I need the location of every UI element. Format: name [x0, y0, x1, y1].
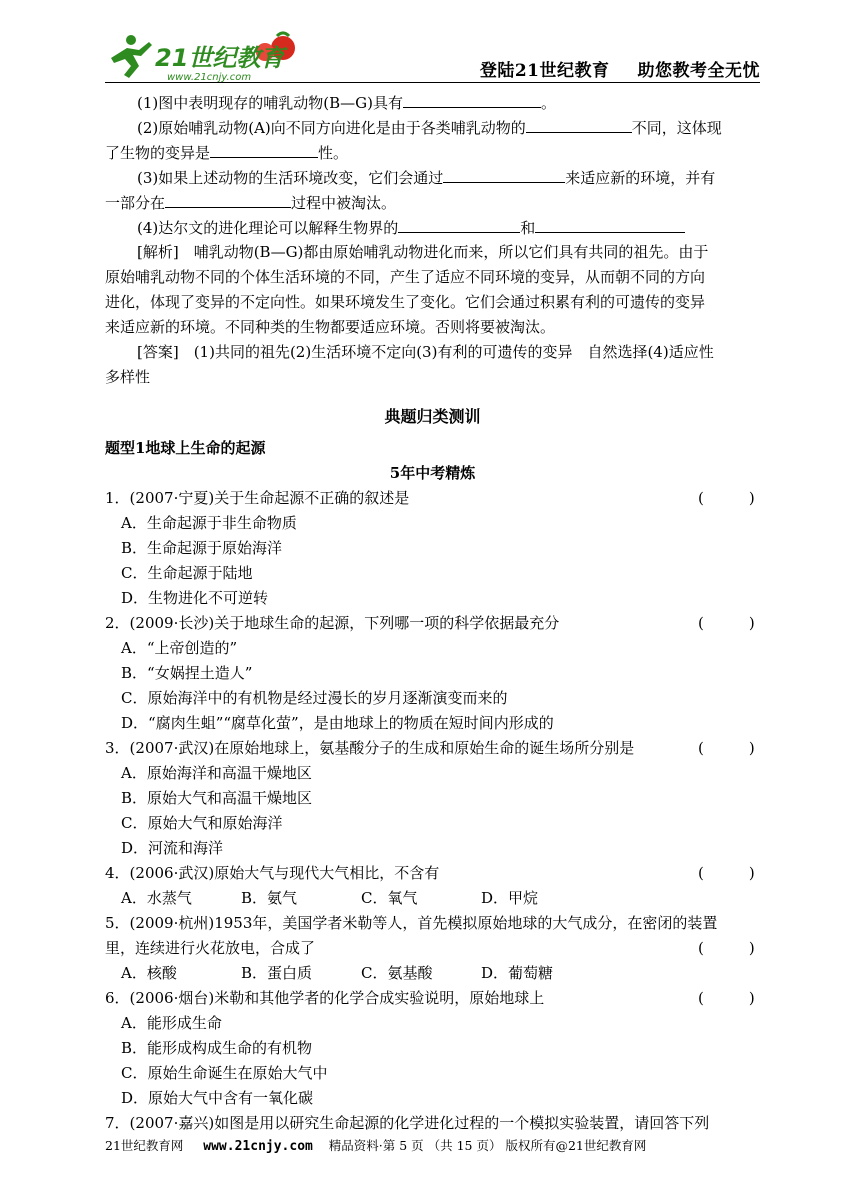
option[interactable]: D．河流和海洋	[121, 839, 224, 857]
logo-graphic	[105, 28, 305, 84]
option[interactable]: B．“女娲捏土造人”	[121, 664, 253, 682]
option[interactable]: D．生物进化不可逆转	[121, 589, 269, 607]
question-stem: 3．(2007·武汉)在原始地球上，氨基酸分子的生成和原始生命的诞生场所分别是 ( )	[105, 736, 760, 761]
question-part-2-cont: 了生物的变异是 性。	[105, 140, 760, 165]
option[interactable]: B．氨气	[241, 889, 298, 907]
option[interactable]: C．原始大气和原始海洋	[121, 814, 283, 832]
answer-bracket[interactable]: ( )	[698, 864, 755, 882]
option[interactable]: A．“上帝创造的”	[121, 639, 238, 657]
option-row	[105, 886, 760, 911]
answer-bracket[interactable]: ( )	[698, 489, 755, 507]
topic-title: 题型1地球上生命的起源	[105, 439, 266, 457]
blank-7[interactable]	[535, 215, 685, 233]
blank-6[interactable]	[398, 215, 520, 233]
option[interactable]: B．能形成构成生命的有机物	[121, 1039, 313, 1057]
option[interactable]: C．生命起源于陆地	[121, 564, 253, 582]
option[interactable]: A．能形成生命	[121, 1014, 222, 1032]
answer-line: 多样性	[105, 368, 151, 386]
logo-url: www.21cnjy.com	[167, 72, 252, 83]
question-stem: 1．(2007·宁夏)关于生命起源不正确的叙述是 ( )	[105, 486, 760, 511]
option[interactable]: C．氨基酸	[361, 964, 433, 982]
answer-bracket[interactable]: ( )	[698, 939, 755, 957]
analysis-line: 进化，体现了变异的不定向性。如果环境发生了变化。它们会通过积累有利的可遗传的变异	[105, 293, 706, 311]
answer-bracket[interactable]: ( )	[698, 989, 755, 1007]
analysis-line: 原始哺乳动物不同的个体生活环境的不同，产生了适应不同环境的变异，从而朝不同的方向	[105, 268, 706, 286]
question-stem: 4．(2006·武汉)原始大气与现代大气相比，不含有 ( )	[105, 861, 760, 886]
page-content	[105, 90, 760, 1136]
analysis-line: [解析] 哺乳动物(B—G)都由原始哺乳动物进化而来，所以它们具有共同的祖先。由于	[137, 243, 709, 261]
analysis-line: 来适应新的环境。不同种类的生物都要适应环境。否则将要被淘汰。	[105, 318, 556, 336]
slogan-help: 助您教考全无忧	[637, 61, 760, 81]
header-divider	[105, 82, 760, 83]
question-part-1: (1)图中表明现存的哺乳动物(B—G)具有 。	[105, 90, 760, 115]
footer-site: 21世纪教育网	[105, 1138, 184, 1153]
logo-text: 21世纪教育	[155, 44, 285, 72]
footer-info: 精品资料·第 5 页 （共 15 页） 版权所有@21世纪教育网	[328, 1138, 647, 1153]
answer-bracket[interactable]: ( )	[698, 739, 755, 757]
subtitle: 5年中考精炼	[389, 464, 476, 482]
question-stem: 7．(2007·嘉兴)如图是用以研究生命起源的化学进化过程的一个模拟实验装置，请回答下列	[105, 1114, 710, 1132]
option[interactable]: B．生命起源于原始海洋	[121, 539, 283, 557]
question-part-4: (4)达尔文的进化理论可以解释生物界的 和	[105, 215, 760, 240]
option-row	[105, 961, 760, 986]
section-title: 典题归类测训	[384, 407, 481, 426]
question-stem: 里，连续进行火花放电，合成了 ( )	[105, 936, 760, 961]
blank-3[interactable]	[210, 140, 318, 158]
footer-url[interactable]: www.21cnjy.com	[203, 1139, 313, 1154]
option[interactable]: D．原始大气中含有一氧化碳	[121, 1089, 314, 1107]
question-stem: 6．(2006·烟台)米勒和其他学者的化学合成实验说明，原始地球上 ( )	[105, 986, 760, 1011]
question-stem: 2．(2009·长沙)关于地球生命的起源，下列哪一项的科学依据最充分 ( )	[105, 611, 760, 636]
site-logo[interactable]	[105, 28, 305, 84]
option[interactable]: B．原始大气和高温干燥地区	[121, 789, 313, 807]
question-part-2: (2)原始哺乳动物(A)向不同方向进化是由于各类哺乳动物的 不同，这体现	[105, 115, 760, 140]
answer-bracket[interactable]: ( )	[698, 614, 755, 632]
header-slogan	[480, 56, 760, 81]
page-footer	[105, 1136, 760, 1154]
blank-4[interactable]	[443, 165, 565, 183]
option[interactable]: C．原始生命诞生在原始大气中	[121, 1064, 328, 1082]
option[interactable]: C．氧气	[361, 889, 418, 907]
page-header	[105, 28, 760, 84]
blank-2[interactable]	[526, 115, 632, 133]
option[interactable]: B．蛋白质	[241, 964, 313, 982]
blank-5[interactable]	[165, 190, 291, 208]
option[interactable]: D．“腐肉生蛆”“腐草化萤”，是由地球上的物质在短时间内形成的	[121, 714, 554, 732]
option[interactable]: A．生命起源于非生命物质	[121, 514, 297, 532]
option[interactable]: A．原始海洋和高温干燥地区	[121, 764, 312, 782]
option[interactable]: C．原始海洋中的有机物是经过漫长的岁月逐渐演变而来的	[121, 689, 508, 707]
question-part-3: (3)如果上述动物的生活环境改变，它们会通过 来适应新的环境，并有	[105, 165, 760, 190]
option[interactable]: D．葡萄糖	[481, 964, 554, 982]
option[interactable]: A．核酸	[121, 964, 177, 982]
blank-1[interactable]	[403, 90, 541, 108]
question-stem: 5．(2009·杭州)1953年，美国学者米勒等人，首先模拟原始地球的大气成分，在密闭的装置	[105, 914, 718, 932]
option[interactable]: D．甲烷	[481, 889, 539, 907]
option[interactable]: A．水蒸气	[121, 889, 192, 907]
slogan-login: 登陆21世纪教育	[479, 61, 610, 81]
answer-line: [答案] (1)共同的祖先(2)生活环境不定向(3)有利的可遗传的变异 自然选择(4)适应性	[137, 343, 714, 361]
question-part-3-cont: 一部分在 过程中被淘汰。	[105, 190, 760, 215]
